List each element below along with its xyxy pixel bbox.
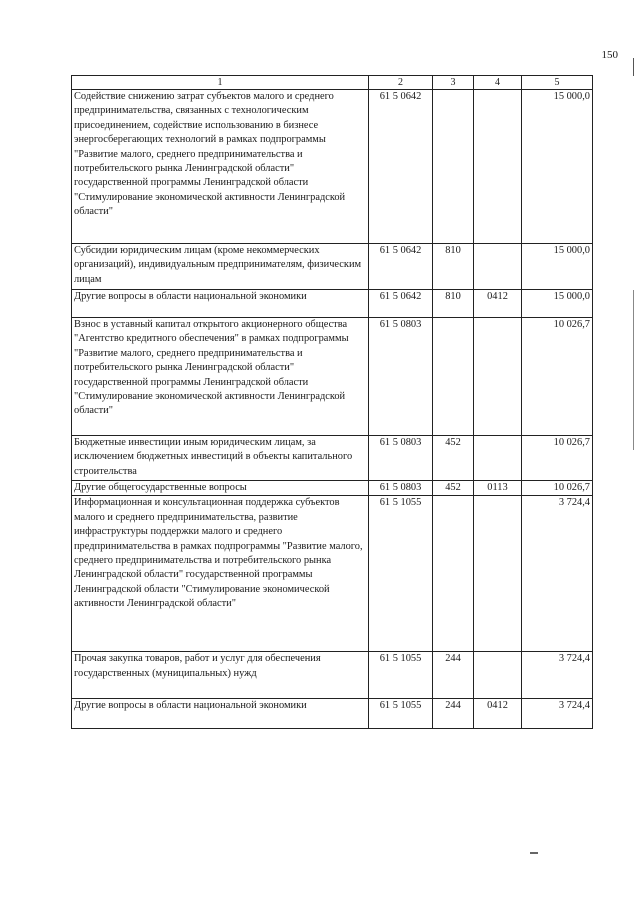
section-code xyxy=(474,436,522,481)
expense-type-code xyxy=(433,90,474,244)
amount: 15 000,0 xyxy=(522,90,593,244)
budget-table-container xyxy=(71,75,592,729)
target-article-code: 61 5 1055 xyxy=(369,652,433,699)
expense-type-code: 452 xyxy=(433,481,474,496)
scan-edge-mark xyxy=(633,290,634,450)
section-code xyxy=(474,244,522,290)
row-name: Содействие снижению затрат субъектов малого и среднего предпринимательства, связанных с технологическим присоединением, содействие использованию в бизнесе энергосберегающих технологий в рамках подпрограммы "Развитие малого, среднего предпринимательства и потребительского рынка Ленинградской области" государственной программы Ленинградской области "Стимулирование экономической активности Ленинградской области" xyxy=(72,90,369,244)
table-row xyxy=(72,496,593,652)
column-header: 1 xyxy=(72,76,369,90)
budget-table xyxy=(71,75,593,729)
column-header: 4 xyxy=(474,76,522,90)
expense-type-code: 810 xyxy=(433,290,474,318)
expense-type-code: 244 xyxy=(433,652,474,699)
table-row xyxy=(72,436,593,481)
target-article-code: 61 5 0642 xyxy=(369,244,433,290)
expense-type-code: 244 xyxy=(433,699,474,729)
row-name: Другие общегосударственные вопросы xyxy=(72,481,369,496)
section-code xyxy=(474,90,522,244)
target-article-code: 61 5 1055 xyxy=(369,496,433,652)
amount: 3 724,4 xyxy=(522,496,593,652)
amount: 15 000,0 xyxy=(522,290,593,318)
section-code xyxy=(474,318,522,436)
amount: 10 026,7 xyxy=(522,436,593,481)
table-row xyxy=(72,699,593,729)
target-article-code: 61 5 0803 xyxy=(369,436,433,481)
column-header: 2 xyxy=(369,76,433,90)
amount: 10 026,7 xyxy=(522,481,593,496)
row-name: Информационная и консультационная поддержка субъектов малого и среднего предпринимательства, развитие инфраструктуры поддержки малого и среднего предпринимательства в рамках подпрограммы "Развитие малого, среднего предпринимательства и потребительского рынка Ленинградской области" государственной программы Ленинградской области "Стимулирование экономической активности Ленинградской области" xyxy=(72,496,369,652)
expense-type-code: 810 xyxy=(433,244,474,290)
target-article-code: 61 5 0642 xyxy=(369,290,433,318)
scan-speck xyxy=(530,852,538,854)
row-name: Другие вопросы в области национальной экономики xyxy=(72,290,369,318)
amount: 15 000,0 xyxy=(522,244,593,290)
section-code: 0412 xyxy=(474,699,522,729)
target-article-code: 61 5 1055 xyxy=(369,699,433,729)
target-article-code: 61 5 0642 xyxy=(369,90,433,244)
target-article-code: 61 5 0803 xyxy=(369,318,433,436)
table-row xyxy=(72,90,593,244)
amount: 3 724,4 xyxy=(522,699,593,729)
column-header: 3 xyxy=(433,76,474,90)
section-code: 0113 xyxy=(474,481,522,496)
target-article-code: 61 5 0803 xyxy=(369,481,433,496)
column-header: 5 xyxy=(522,76,593,90)
row-name: Другие вопросы в области национальной экономики xyxy=(72,699,369,729)
row-name: Взнос в уставный капитал открытого акционерного общества "Агентство кредитного обеспечения" в рамках подпрограммы "Развитие малого, среднего предпринимательства и потребительского рынка Ленинградской области" государственной программы Ленинградской области "Стимулирование экономической активности Ленинградской области" xyxy=(72,318,369,436)
expense-type-code xyxy=(433,318,474,436)
section-code xyxy=(474,652,522,699)
page-number: 150 xyxy=(601,49,618,61)
row-name: Бюджетные инвестиции иным юридическим лицам, за исключением бюджетных инвестиций в объекты капитального строительства xyxy=(72,436,369,481)
section-code xyxy=(474,496,522,652)
amount: 3 724,4 xyxy=(522,652,593,699)
row-name: Прочая закупка товаров, работ и услуг для обеспечения государственных (муниципальных) нужд xyxy=(72,652,369,699)
expense-type-code xyxy=(433,496,474,652)
table-row xyxy=(72,481,593,496)
scan-edge-mark xyxy=(633,58,634,76)
table-row xyxy=(72,318,593,436)
expense-type-code: 452 xyxy=(433,436,474,481)
amount: 10 026,7 xyxy=(522,318,593,436)
row-name: Субсидии юридическим лицам (кроме некоммерческих организаций), индивидуальным предпринимателям, физическим лицам xyxy=(72,244,369,290)
table-row xyxy=(72,290,593,318)
table-header-row xyxy=(72,76,593,90)
section-code: 0412 xyxy=(474,290,522,318)
table-row xyxy=(72,244,593,290)
table-row xyxy=(72,652,593,699)
